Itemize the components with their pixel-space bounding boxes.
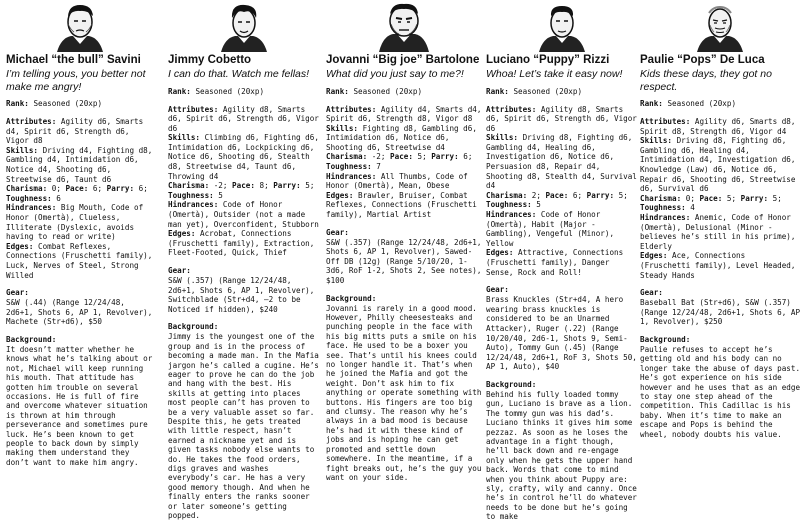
gear-title: Gear: (6, 288, 29, 298)
gear-title: Gear: (640, 288, 663, 298)
pace-label: Pace: (545, 190, 569, 200)
rank-line (486, 87, 638, 97)
character-name: Jimmy Cobetto (168, 54, 252, 66)
portrait-drawing (377, 0, 431, 52)
stats-block: Attributes: Agility d4, Smarts d4, Spirit d6, Strength d8, Vigor d8 Skills: Fighting d8, Gambling d6, Intimidation d6, Notice d6, Shooting d6, Streetwise d4 Charisma: -2; Pace: 5; Parry: 6; Toughness: 7 Hindrances: All Thumbs, Code of Honor (Omertà), Mean, Obese Edges: Brawler, Bruiser, Combat Reflexes, Connections (Fruschetti family), Martial Artist (326, 104, 482, 220)
hindrances-value: Big Mouth, Code of Honor (Omertà), Clueless, Illiterate (Dyslexic, avoids having to read or write) (6, 203, 144, 242)
portrait-drawing (535, 0, 589, 52)
toughness-value: 5 (218, 190, 223, 200)
attributes-value: Agility d8, Smarts d6, Spirit d6, Strength d6, Vigor d6 (168, 104, 319, 133)
character-quote: What did you just say to me?! (326, 68, 464, 80)
rank-value: Seasoned (20xp) (195, 86, 265, 96)
portrait-drawing (53, 0, 107, 52)
pace-value: 5 (726, 193, 732, 203)
toughness-value: 7 (376, 162, 381, 172)
rank-value: Seasoned (20xp) (353, 86, 423, 96)
stats-block: Attributes: Agility d6, Smarts d4, Spirit d6, Strength d6, Vigor d8 Skills: Driving d4, Fighting d8, Gambling d4, Intimidation d6, Notice d4, Shooting d6, Streetwise d6, Taunt d6 Charisma: 0; Pace: 6; Parry: 6; Toughness: 6 Hindrances: Big Mouth, Code of Honor (Omertà), Clueless, Illiterate (Dyslexic, avoids having to read or write) Edges: Combat Reflexes, Connections (Fruschetti family), Luck, Nerves of Steel, Strong Willed (6, 117, 153, 280)
gear-text: S&W (.357) (Range 12/24/48, 2d6+1, Shots 6, AP 1, Revolver), Sawed-Off DB (12g) (Range 5/10/20, 1-3d6, RoF 1-2, Shots 2, See notes), $100 (326, 237, 482, 285)
rank-label: Rank: (486, 86, 509, 96)
pace-value: 5 (417, 152, 423, 162)
toughness-label: Toughness: (486, 200, 532, 210)
parry-value: 6 (463, 152, 468, 162)
character-card (486, 0, 638, 522)
pace-value: 6 (92, 184, 98, 194)
hindrances-label: Hindrances: (326, 171, 377, 181)
charisma-value: -2 (371, 152, 381, 162)
toughness-label: Toughness: (6, 193, 52, 203)
charisma-value: 0 (51, 184, 57, 194)
attributes-label: Attributes: (326, 104, 377, 114)
pace-label: Pace: (232, 181, 255, 191)
gear-text: S&W (.44) (Range 12/24/48, 2d6+1, Shots 6, AP 1, Revolver), Machete (Str+d6), $50 (6, 298, 153, 327)
rank-line (6, 99, 154, 109)
rank-label: Rank: (640, 99, 663, 108)
skills-label: Skills: (6, 145, 39, 155)
toughness-label: Toughness: (640, 203, 686, 213)
charisma-label: Charisma: (168, 181, 210, 191)
charisma-label: Charisma: (640, 193, 682, 203)
background-title: Background: (326, 293, 377, 303)
edges-label: Edges: (6, 241, 34, 251)
character-quote: Whoa! Let’s take it easy now! (486, 68, 623, 80)
stats-block: Attributes: Agility d8, Smarts d6, Spirit d6, Strength d6, Vigor d6 Skills: Climbing d6, Fighting d6, Intimidation d6, Lockpicking d6, Notice d6, Shooting d6, Stealth d8, Streetwise d4, Taunt d6, Throwing d4 Charisma: -2; Pace: 8; Parry: 5; Toughness: 5 Hindrances: Code of Honor (Omertà), Outsider (not a made man yet), Overconfident, Stubborn Edges: Acrobat, Connections (Fruschetti family), Extraction, Fleet-Footed, Quick, Thief (168, 104, 319, 258)
charisma-value: 2 (531, 190, 537, 200)
edges-label: Edges: (168, 229, 196, 239)
portrait-jovanni (377, 0, 431, 52)
character-card (640, 0, 800, 450)
skills-value: Driving d4, Fighting d8, Gambling d4, Intimidation d6, Notice d4, Shooting d6, Streetwise d6, Taunt d6 (6, 145, 153, 184)
skills-value: Climbing d6, Fighting d6, Intimidation d6, Lockpicking d6, Notice d6, Shooting d6, Stealth d8, Streetwise d4, Taunt d6, Throwing d4 (168, 133, 319, 181)
parry-label: Parry: (740, 193, 769, 203)
gear-title: Gear: (168, 266, 191, 275)
attributes-value: Agility d6, Smarts d4, Spirit d6, Strength d6, Vigor d8 (6, 117, 144, 146)
rank-value: Seasoned (20xp) (667, 99, 737, 108)
edges-value: Ace, Connections (Fruschetti family), Level Headed, Steady Hands (640, 251, 796, 280)
hindrances-label: Hindrances: (640, 212, 691, 222)
portrait-michael (53, 0, 107, 52)
character-name: Luciano “Puppy” Rizzi (486, 54, 610, 66)
skills-label: Skills: (486, 133, 519, 143)
gear-text: S&W (.357) (Range 12/24/48, 2d6+1, Shots 6, AP 1, Revolver), Switchblade (Str+d4, –2 to be Noticed if hidden), $240 (168, 276, 315, 314)
charisma-value: -2 (213, 181, 223, 191)
attributes-value: Agility d6, Smarts d8, Spirit d8, Strength d6, Vigor d4 (640, 117, 796, 136)
background-text: Paulie refuses to accept he’s getting old and his body can no longer take the abuse of days past. He’s got experience on his side however and he uses that as an edge to stay one step ahead of the competition. This Cadillac is his baby. When it’s time to make an escape and Pops is behind the wheel, nobody doubts his value. (640, 344, 800, 439)
background-text: Behind his fully loaded tommy gun, Luciano is brave as a lion. The tommy gun was his dad’s. Luciano thinks it gives him some pezzaz. As soon as he loses the advantage in a fight though, he’ll back down and re-engage only when he gets the upper hand back. Words that come to mind when you think about Puppy are: sly, crafty, wily and canny. Once he’s in control he’ll do whatever needs to be done but he’s going to make (486, 389, 637, 522)
background-text: Jimmy is the youngest one of the group and is in the process of becoming a made man. In the Mafia jargon he’s called a cugine. He’s eager to prove he can do the job and hang with the best. His skills at getting into places most people can’t has proven to be a very valuable asset so far. Despite this, he gets treated with little respect, hasn’t earned a nickname yet and is given tasks nobody else wants to do. He takes the food orders, digs graves and washes everybody’s car. He has a very good memory though. And when he finally enters the ranks sooner or later someone’s getting popped. (168, 332, 319, 521)
parry-value: 5 (772, 193, 778, 203)
character-card (168, 0, 320, 521)
rank-line (326, 87, 482, 97)
charisma-value: 0 (685, 193, 691, 203)
edges-value: Attractive, Connections (Fruschetti family), Danger Sense, Rock and Roll! (486, 248, 624, 277)
rank-label: Rank: (168, 86, 191, 96)
pace-label: Pace: (390, 152, 413, 162)
hindrances-label: Hindrances: (486, 210, 537, 220)
attributes-value: Agility d4, Smarts d4, Spirit d6, Strength d8, Vigor d8 (326, 104, 482, 124)
background-title: Background: (486, 379, 537, 389)
attributes-label: Attributes: (486, 104, 537, 114)
parry-value: 5 (305, 181, 310, 191)
hindrances-label: Hindrances: (6, 203, 57, 213)
portrait-paulie (693, 0, 747, 52)
edges-label: Edges: (640, 251, 668, 261)
hindrances-label: Hindrances: (168, 200, 219, 210)
hindrances-value: Code of Honor (Omertà), Outsider (not a made man yet), Overconfident, Stubborn (168, 200, 319, 229)
skills-value: Fighting d8, Gambling d6, Intimidation d6, Notice d6, Shooting d6, Streetwise d4 (326, 123, 477, 152)
character-quote: I’m telling yous, you better not make me angry! (6, 68, 146, 93)
edges-value: Acrobat, Connections (Fruschetti family), Extraction, Fleet-Footed, Quick, Thief (168, 229, 315, 258)
portrait-drawing (693, 0, 747, 52)
edges-label: Edges: (326, 190, 354, 200)
background-title: Background: (168, 322, 219, 332)
skills-label: Skills: (326, 123, 359, 133)
parry-value: 5 (618, 190, 624, 200)
gear-text: Baseball Bat (Str+d6), S&W (.357) (Range 12/24/48, 2d6+1, Shots 6, AP 1, Revolver), $250 (640, 298, 800, 327)
stats-block: Attributes: Agility d8, Smarts d6, Spirit d6, Strength d6, Vigor d6 Skills: Driving d8, Fighting d6, Gambling d4, Healing d6, Investigation d6, Notice d6, Persuasion d8, Repair d4, Shooting d8, Stealth d4, Survival d4 Charisma: 2; Pace: 6; Parry: 5; Toughness: 5 Hindrances: Code of Honor (Omertà), Habit (Major - Gambling), Vengeful (Minor), Yellow Edges: Attractive, Connections (Fruschetti family), Danger Sense, Rock and Roll! (486, 104, 637, 277)
rank-label: Rank: (6, 99, 29, 108)
toughness-label: Toughness: (168, 190, 214, 200)
background-title: Background: (6, 334, 57, 344)
character-name: Jovanni “Big joe” Bartolone (326, 54, 480, 66)
hindrances-value: All Thumbs, Code of Honor (Omertà), Mean, Obese (326, 171, 468, 191)
charisma-label: Charisma: (326, 152, 368, 162)
hindrances-value: Anemic, Code of Honor (Omertà), Delusional (Minor - believes he’s still in his prime), Elderly (640, 212, 796, 251)
character-name: Paulie “Pops” De Luca (640, 54, 765, 66)
rank-value: Seasoned (20xp) (513, 86, 583, 96)
attributes-label: Attributes: (168, 104, 219, 114)
skills-value: Driving d8, Fighting d6, Gambling d4, Healing d6, Investigation d6, Notice d6, Persuasion d8, Repair d4, Shooting d8, Stealth d4, Survival d4 (486, 133, 637, 191)
rank-label: Rank: (326, 86, 349, 96)
gear-title: Gear: (326, 227, 349, 237)
charisma-label: Charisma: (486, 190, 528, 200)
background-text: It doesn’t matter whether he knows what he’s talking about or not, Michael will keep running his mouth. That attitude has gotten him trouble on several occasions. He is full of fire and overcome whatever situation is thrown at him through perseverance and sometimes pure luck. He’s been known to get people to back down by simply making them understand they don’t want to make him angry. (6, 344, 153, 467)
gear-text: Brass Knuckles (Str+d4, A hero wearing brass knuckles is considered to be an Unarmed Attacker), Ruger (.22) (Range 10/20/40, 2d6-1, Shots 9, Semi-Auto), Tommy Gun (.45) (Range 12/24/48, 2d6+1, RoF 3, Shots 50, AP 1, Auto), $40 (486, 295, 637, 372)
gear-title: Gear: (486, 285, 509, 295)
parry-label: Parry: (273, 181, 301, 191)
toughness-label: Toughness: (326, 162, 372, 172)
attributes-label: Attributes: (6, 117, 57, 126)
parry-label: Parry: (431, 152, 459, 162)
character-card (326, 0, 482, 482)
skills-label: Skills: (640, 136, 673, 146)
toughness-value: 4 (690, 203, 695, 213)
pace-value: 6 (572, 190, 578, 200)
edges-value: Brawler, Bruiser, Combat Reflexes, Connections (Fruschetti family), Martial Artist (326, 190, 477, 220)
toughness-value: 5 (536, 200, 541, 210)
portrait-jimmy (217, 0, 271, 52)
background-title: Background: (640, 334, 691, 344)
skills-value: Driving d8, Fighting d6, Gambling d6, Healing d4, Intimidation d4, Investigation d6, Knowledge (Law) d6, Notice d6, Repair d6, Shooting d6, Streetwise d6, Survival d6 (640, 136, 796, 194)
parry-label: Parry: (106, 184, 135, 194)
attributes-value: Agility d8, Smarts d6, Spirit d6, Strength d6, Vigor d6 (486, 104, 637, 133)
stats-block: Attributes: Agility d6, Smarts d8, Spirit d8, Strength d6, Vigor d4 Skills: Driving d8, Fighting d6, Gambling d6, Healing d4, Intimidation d4, Investigation d6, Knowledge (Law) d6, Notice d6, Repair d6, Shooting d6, Streetwise d6, Survival d6 Charisma: 0; Pace: 5; Parry: 5; Toughness: 4 Hindrances: Anemic, Code of Honor (Omertà), Delusional (Minor - believes he’s still in his prime), Elderly Edges: Ace, Connections (Fruschetti family), Level Headed, Steady Hands (640, 117, 796, 280)
parry-value: 6 (138, 184, 144, 194)
character-name: Michael “the bull” Savini (6, 54, 141, 66)
character-quote: I can do that. Watch me fellas! (168, 68, 310, 80)
character-quote: Kids these days, they got no respect. (640, 68, 772, 93)
hindrances-value: Code of Honor (Omertà), Habit (Major - Gambling), Vengeful (Minor), Yellow (486, 210, 615, 248)
edges-value: Combat Reflexes, Connections (Fruschetti family), Luck, Nerves of Steel, Strong Willed (6, 241, 153, 280)
attributes-label: Attributes: (640, 117, 691, 126)
background-text: Jovanni is rarely in a good mood. However, Philly cheesesteaks and punching people in the face with his big mitts puts a smile on his face. He used to be a boxer you see. That’s until his knees could no longer handle it. That’s when he joined the Mafia and got the weight. Don’t ask him to fix anything or operate something with buttons. His fingers are too big and clumsy. The reason why he’s always in a bad mood is because he’s had it with these kind of jobs and is hoping he can get promoted and settle down somewhere. In the meantime, if a fight breaks out, he’s the guy you want on your side. (326, 303, 482, 482)
skills-label: Skills: (168, 133, 201, 143)
pace-value: 8 (259, 181, 265, 191)
portrait-drawing (217, 0, 271, 52)
charisma-label: Charisma: (6, 184, 48, 194)
toughness-value: 6 (56, 193, 61, 203)
character-card (6, 0, 154, 467)
portrait-luciano (535, 0, 589, 52)
rank-line (640, 99, 800, 109)
rank-value: Seasoned (20xp) (33, 99, 103, 108)
pace-label: Pace: (65, 184, 89, 194)
pace-label: Pace: (699, 193, 723, 203)
parry-label: Parry: (586, 190, 615, 200)
rank-line (168, 87, 320, 97)
edges-label: Edges: (486, 248, 514, 258)
